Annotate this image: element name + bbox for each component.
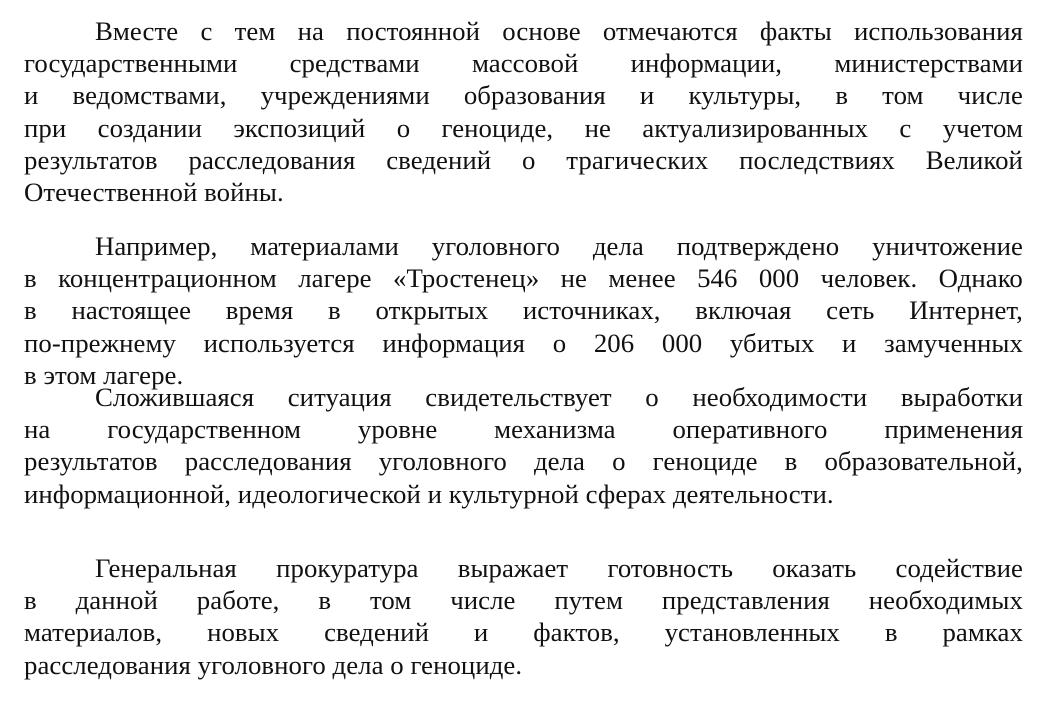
word: ведомствами, — [72, 80, 227, 111]
word: сведений — [324, 617, 429, 648]
word: на — [297, 16, 324, 46]
word: в — [835, 80, 849, 111]
word: прокуратура — [276, 553, 419, 583]
word: включая — [695, 295, 792, 326]
word: министерствами — [834, 48, 1023, 79]
word: и — [842, 327, 857, 358]
word: постоянной — [346, 16, 481, 46]
word: и — [639, 80, 655, 111]
text-line — [24, 262, 1023, 294]
word: числе — [957, 80, 1023, 111]
word: 546 — [697, 263, 738, 294]
word: содействие — [895, 553, 1023, 583]
word: и — [24, 80, 39, 111]
word: в — [24, 263, 37, 294]
word: сведений — [386, 144, 492, 175]
word: и — [473, 617, 489, 648]
word: замученных — [884, 327, 1023, 358]
word: о — [552, 327, 567, 358]
word: государственными — [24, 48, 238, 79]
word: «Тростенец» — [393, 263, 540, 294]
word: информации, — [630, 48, 783, 79]
text-line: в этом лагере. — [24, 359, 184, 390]
word: Генеральная — [95, 553, 237, 583]
word: необходимых — [868, 585, 1023, 616]
word: геноциде, — [441, 112, 554, 143]
paragraph-situation-conclusion — [24, 381, 1023, 510]
word: в — [784, 446, 798, 477]
word: оказать — [772, 553, 857, 583]
word: с — [899, 112, 912, 143]
word: фактов, — [533, 617, 620, 648]
word: настоящее — [71, 295, 192, 326]
text-line — [24, 584, 1023, 616]
text-line: информационной, идеологической и культурной сферах деятельности. — [24, 478, 834, 509]
word: установленных — [664, 617, 840, 648]
word: 000 — [661, 327, 703, 358]
word: геноциде — [652, 446, 758, 477]
word: массовой — [471, 48, 579, 79]
word: менее — [608, 263, 676, 294]
word: образования — [463, 80, 606, 111]
word: 206 — [593, 327, 635, 358]
word: последствиях — [739, 144, 895, 175]
word: экспозиций — [233, 112, 366, 143]
word: Интернет, — [909, 295, 1023, 326]
word: государственном — [107, 414, 302, 445]
word: тем — [234, 16, 276, 46]
word: используется — [203, 327, 355, 358]
word: уголовного — [431, 231, 560, 261]
word: уровне — [357, 414, 438, 445]
word: дела — [534, 446, 585, 477]
word: в — [318, 585, 332, 616]
word: с — [200, 16, 213, 46]
word: выработки — [900, 382, 1023, 412]
paragraph-prosecutor-offer — [24, 552, 1023, 681]
word: материалами — [250, 231, 399, 261]
word: при — [24, 112, 67, 143]
word: новых — [207, 617, 280, 648]
text-line: Отечественной войны. — [24, 176, 284, 207]
word: не — [584, 112, 611, 143]
word: механизма — [494, 414, 616, 445]
word: числе — [450, 585, 516, 616]
word: уголовного — [378, 446, 507, 477]
word: рамках — [942, 617, 1023, 648]
word: о — [521, 144, 536, 175]
word: основе — [502, 16, 581, 46]
word: расследования — [184, 446, 352, 477]
word: человек. — [820, 263, 918, 294]
text-line — [24, 616, 1023, 648]
word: по-прежнему — [24, 327, 176, 358]
word: источниках, — [522, 295, 661, 326]
word: Сложившаяся — [95, 382, 255, 412]
text-line — [24, 552, 1023, 584]
word: в — [24, 585, 37, 616]
word: Например, — [95, 231, 218, 261]
word: лагере — [298, 263, 372, 294]
word: материалов, — [24, 617, 163, 648]
word: том — [369, 585, 412, 616]
word: подтверждено — [676, 231, 840, 261]
word: расследования — [188, 144, 356, 175]
word: результатов — [24, 446, 158, 477]
word: отмечаются — [602, 16, 738, 46]
word: дела — [592, 231, 644, 261]
word: на — [24, 414, 51, 445]
text-line — [24, 112, 1023, 144]
word: не — [560, 263, 588, 294]
word: актуализированных — [642, 112, 868, 143]
word: результатов — [24, 144, 158, 175]
word: уничтожение — [872, 231, 1023, 261]
word: ситуация — [287, 382, 392, 412]
word: сеть — [826, 295, 875, 326]
word: информация — [382, 327, 525, 358]
word: средствами — [289, 48, 420, 79]
paragraph-usage-facts — [24, 15, 1023, 208]
text-line — [24, 47, 1023, 79]
word: трагических — [566, 144, 709, 175]
word: в — [884, 617, 898, 648]
word: в — [24, 295, 37, 326]
word: готовность — [607, 553, 733, 583]
text-line — [24, 15, 1023, 47]
word: учетом — [942, 112, 1023, 143]
word: 000 — [758, 263, 800, 294]
word: факты — [759, 16, 832, 46]
text-line — [24, 445, 1023, 477]
word: путем — [554, 585, 623, 616]
text-line — [24, 327, 1023, 359]
word: о — [612, 446, 626, 477]
word: выражает — [457, 553, 569, 583]
text-line — [24, 79, 1023, 111]
word: культуры, — [688, 80, 802, 111]
word: время — [225, 295, 294, 326]
word: создании — [97, 112, 202, 143]
word: работе, — [196, 585, 280, 616]
word: свидетельствует — [425, 382, 612, 412]
word: оперативного — [672, 414, 828, 445]
text-line — [24, 294, 1023, 326]
word: открытых — [375, 295, 489, 326]
text-line — [24, 144, 1023, 176]
word: применения — [884, 414, 1023, 445]
word: Вместе — [95, 16, 179, 46]
word: убитых — [729, 327, 815, 358]
word: Однако — [938, 263, 1023, 294]
word: Великой — [925, 144, 1023, 175]
word: представления — [661, 585, 830, 616]
text-line — [24, 381, 1023, 413]
text-line — [24, 413, 1023, 445]
word: необходимости — [692, 382, 868, 412]
word: в — [328, 295, 341, 326]
paragraph-trostenets-example — [24, 230, 1023, 391]
word: о — [396, 112, 411, 143]
word: использования — [854, 16, 1023, 46]
word: учреждениями — [260, 80, 430, 111]
word: данной — [75, 585, 158, 616]
word: том — [882, 80, 924, 111]
word: образовательной, — [824, 446, 1023, 477]
word: концентрационном — [58, 263, 277, 294]
word: о — [645, 382, 659, 412]
text-line: расследования уголовного дела о геноциде. — [24, 649, 523, 680]
text-line — [24, 230, 1023, 262]
